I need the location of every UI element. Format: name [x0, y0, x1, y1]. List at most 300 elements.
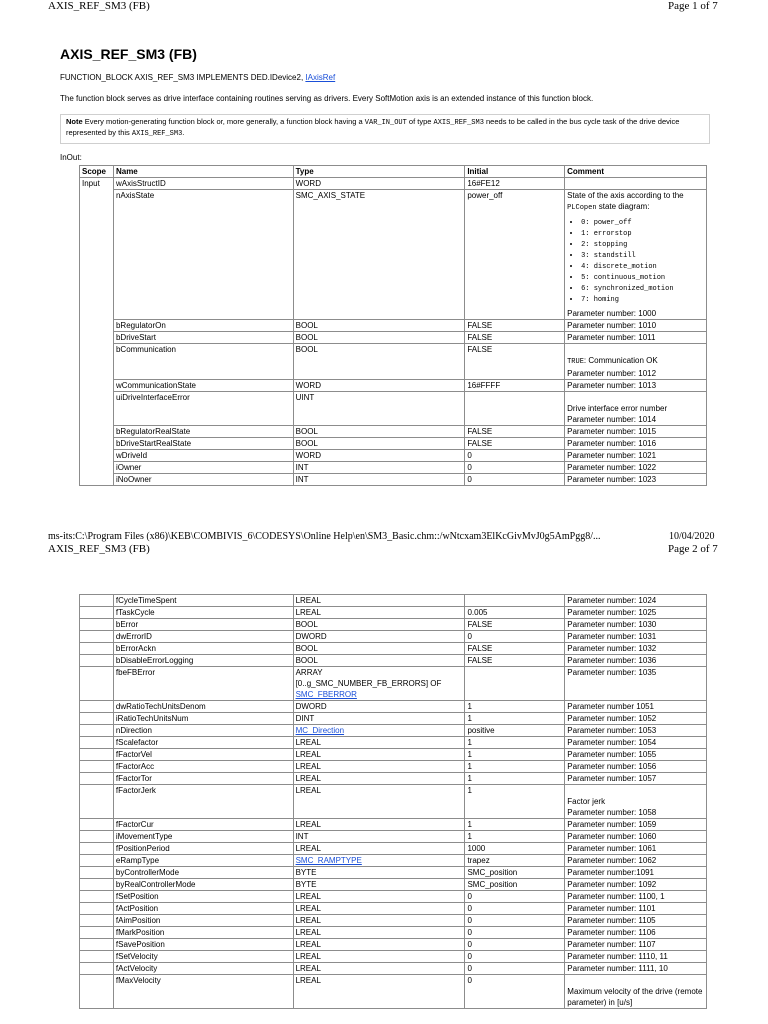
scope-cell [80, 619, 114, 631]
comment-cell [565, 927, 707, 939]
table-row [80, 891, 707, 903]
type-cell: LREAL [293, 975, 465, 1009]
type-cell [293, 667, 465, 701]
parameter-number: Parameter number: 1052 [567, 714, 657, 723]
table-row [80, 178, 707, 190]
type-cell: BYTE [293, 879, 465, 891]
table-row [80, 903, 707, 915]
initial-cell: positive [465, 725, 565, 737]
type-cell: BOOL [293, 619, 465, 631]
comment-cell [565, 963, 707, 975]
parameter-number: Parameter number: 1107 [567, 940, 656, 949]
state-item [581, 250, 704, 261]
scope-cell [80, 819, 114, 831]
type-cell: BOOL [293, 438, 465, 450]
name-cell: iMovementType [113, 831, 293, 843]
scope-cell [80, 737, 114, 749]
name-cell: dwErrorID [113, 631, 293, 643]
parameter-number: Parameter number: 1012 [567, 369, 657, 378]
comment-cell [565, 761, 707, 773]
table-row [80, 749, 707, 761]
type-cell: DWORD [293, 631, 465, 643]
type-cell: LREAL [293, 761, 465, 773]
initial-cell: 1 [465, 785, 565, 819]
comment-cell [565, 867, 707, 879]
initial-cell [465, 392, 565, 426]
name-cell: fMaxVelocity [113, 975, 293, 1009]
comment-cell [565, 713, 707, 725]
parameter-number: Parameter number: 1025 [567, 608, 657, 617]
table-row [80, 713, 707, 725]
type-cell: LREAL [293, 843, 465, 855]
note-box [60, 114, 710, 144]
state-list [567, 217, 704, 305]
table-row [80, 667, 707, 701]
comment-cell [565, 879, 707, 891]
type-cell: INT [293, 474, 465, 486]
parameter-number: Parameter number: 1015 [567, 427, 657, 436]
table-row [80, 701, 707, 713]
type-cell: LREAL [293, 773, 465, 785]
name-cell: bCommunication [113, 344, 293, 380]
state-item [581, 217, 704, 228]
type-cell: LREAL [293, 951, 465, 963]
state-value: 3: standstill [581, 252, 636, 260]
table-row [80, 607, 707, 619]
description: The function block serves as drive interface containing routines serving as drivers. Every SoftMotion axis is an extended instance of this function block. [60, 94, 594, 103]
comment-cell [565, 737, 707, 749]
parameter-number: Parameter number: 1111, 10 [567, 964, 668, 973]
initial-cell: 1 [465, 749, 565, 761]
initial-cell: FALSE [465, 438, 565, 450]
name-cell: byControllerMode [113, 867, 293, 879]
type-cell: LREAL [293, 903, 465, 915]
comment-suffix: state diagram: [596, 202, 650, 211]
name-cell: fTaskCycle [113, 607, 293, 619]
table-row [80, 963, 707, 975]
scope-cell [80, 927, 114, 939]
initial-cell: 0 [465, 450, 565, 462]
parameter-number: Parameter number: 1010 [567, 321, 657, 330]
scope-cell [80, 655, 114, 667]
comment-text [567, 355, 704, 368]
comment-cell [565, 855, 707, 867]
type-cell: LREAL [293, 749, 465, 761]
comment-cell [565, 975, 707, 1009]
comment-cell [565, 595, 707, 607]
inout-label: InOut: [60, 153, 82, 162]
column-header: Comment [565, 166, 707, 178]
initial-cell: 0 [465, 474, 565, 486]
name-cell: wDriveId [113, 450, 293, 462]
type-cell [293, 855, 465, 867]
note-label: Note [66, 117, 83, 126]
type-cell: BOOL [293, 320, 465, 332]
scope-cell [80, 975, 114, 1009]
state-value: 4: discrete_motion [581, 263, 657, 271]
parameter-number: Parameter number: 1016 [567, 439, 657, 448]
type-cell: BOOL [293, 426, 465, 438]
parameter-number: Parameter number: 1060 [567, 832, 657, 841]
type-cell: INT [293, 831, 465, 843]
initial-cell: 0 [465, 927, 565, 939]
state-item [581, 228, 704, 239]
table-row [80, 655, 707, 667]
column-header: Initial [465, 166, 565, 178]
table-row [80, 843, 707, 855]
type-cell: LREAL [293, 737, 465, 749]
name-cell: nDirection [113, 725, 293, 737]
comment-cell [565, 462, 707, 474]
parameter-number: Parameter number: 1057 [567, 774, 657, 783]
parameter-number: Parameter number: 1056 [567, 762, 657, 771]
name-cell: fbeFBError [113, 667, 293, 701]
name-cell: fActVelocity [113, 963, 293, 975]
scope-cell [80, 855, 114, 867]
initial-cell: 0 [465, 951, 565, 963]
initial-cell: 1 [465, 819, 565, 831]
comment-prefix: State of the axis according to the [567, 191, 684, 200]
type-cell: BYTE [293, 867, 465, 879]
scope-cell [80, 607, 114, 619]
initial-cell: 1 [465, 737, 565, 749]
initial-cell: 0 [465, 903, 565, 915]
type-cell: SMC_AXIS_STATE [293, 190, 465, 320]
table-row [80, 939, 707, 951]
name-cell: fAimPosition [113, 915, 293, 927]
inout-table-continued [79, 594, 707, 1009]
scope-cell [80, 773, 114, 785]
page-title: AXIS_REF_SM3 (FB) [60, 46, 197, 62]
state-item [581, 239, 704, 250]
state-item [581, 261, 704, 272]
type-cell: DWORD [293, 701, 465, 713]
initial-cell: FALSE [465, 655, 565, 667]
comment-cell [565, 667, 707, 701]
comment-text [567, 796, 704, 807]
parameter-number: Parameter number: 1055 [567, 750, 657, 759]
scope-cell [80, 701, 114, 713]
table-row [80, 761, 707, 773]
initial-cell: 1 [465, 701, 565, 713]
state-item [581, 272, 704, 283]
initial-cell: 16#FFFF [465, 380, 565, 392]
type-link[interactable]: SMC_FBERROR [295, 690, 357, 699]
parameter-number: Parameter number: 1061 [567, 844, 657, 853]
initial-cell: 0 [465, 462, 565, 474]
parameter-number: Parameter number: 1101 [567, 904, 656, 913]
parameter-number: Parameter number: 1011 [567, 333, 656, 342]
initial-cell: 1 [465, 831, 565, 843]
initial-cell [465, 667, 565, 701]
name-cell: bRegulatorRealState [113, 426, 293, 438]
parameter-number: Parameter number: 1030 [567, 620, 657, 629]
type-cell: LREAL [293, 785, 465, 819]
name-cell: fSetVelocity [113, 951, 293, 963]
table-row [80, 450, 707, 462]
name-cell: byRealControllerMode [113, 879, 293, 891]
type-cell: INT [293, 462, 465, 474]
parameter-number: Parameter number: 1013 [567, 381, 657, 390]
scope-cell [80, 667, 114, 701]
name-cell: fSetPosition [113, 891, 293, 903]
scope-cell [80, 761, 114, 773]
parameter-number: Parameter number: 1031 [567, 632, 657, 641]
type-cell: LREAL [293, 891, 465, 903]
state-value: 2: stopping [581, 241, 628, 249]
type-cell: LREAL [293, 939, 465, 951]
parameter-number: Parameter number: 1036 [567, 656, 657, 665]
initial-cell: SMC_position [465, 867, 565, 879]
comment-cell [565, 178, 707, 190]
comment-cell [565, 332, 707, 344]
iaxisref-link[interactable]: IAxisRef [305, 73, 336, 82]
comment-code: PLCopen [567, 204, 597, 212]
scope-cell [80, 903, 114, 915]
table-row [80, 595, 707, 607]
initial-cell: 0 [465, 631, 565, 643]
name-cell: bErrorAckn [113, 643, 293, 655]
scope-cell [80, 879, 114, 891]
comment-text [567, 190, 704, 214]
type-cell: LREAL [293, 595, 465, 607]
comment-cell [565, 655, 707, 667]
initial-cell: 0 [465, 975, 565, 1009]
scope-cell: Input [80, 178, 114, 486]
scope-cell [80, 631, 114, 643]
initial-cell: FALSE [465, 320, 565, 332]
comment-cell [565, 701, 707, 713]
parameter-number: Parameter number: 1032 [567, 644, 657, 653]
initial-cell: 1 [465, 761, 565, 773]
initial-cell: 0.005 [465, 607, 565, 619]
type-cell: BOOL [293, 655, 465, 667]
footer-path: ms-its:C:\Program Files (x86)\KEB\COMBIVIS_6\CODESYS\Online Help\en\SM3_Basic.chm::/wNtcxam3ElKcGivMvJ0g5AmPgg8/... [48, 531, 601, 542]
name-cell: fSavePosition [113, 939, 293, 951]
initial-cell: 0 [465, 963, 565, 975]
parameter-number: Parameter number: 1024 [567, 596, 657, 605]
scope-cell [80, 867, 114, 879]
note-code: AXIS_REF_SM3 [131, 130, 183, 138]
table-row [80, 855, 707, 867]
comment-cell [565, 843, 707, 855]
parameter-number: Parameter number: 1000 [567, 309, 657, 318]
comment-cell [565, 939, 707, 951]
state-value: 7: homing [581, 296, 619, 304]
comment-cell [565, 474, 707, 486]
type-link[interactable]: MC_Direction [295, 726, 345, 735]
comment-cell [565, 903, 707, 915]
initial-cell: FALSE [465, 643, 565, 655]
comment-cell [565, 725, 707, 737]
scope-cell [80, 643, 114, 655]
name-cell: fCycleTimeSpent [113, 595, 293, 607]
comment-cell [565, 380, 707, 392]
table-row [80, 320, 707, 332]
scope-cell [80, 951, 114, 963]
table-row [80, 332, 707, 344]
note-text: . [182, 128, 185, 137]
comment-prefix: Maximum velocity of the drive (remote parameter) in [u/s] [567, 987, 703, 1007]
scope-cell [80, 785, 114, 819]
type-cell: WORD [293, 178, 465, 190]
declaration-text: FUNCTION_BLOCK AXIS_REF_SM3 IMPLEMENTS DED.IDevice2, [60, 73, 306, 82]
name-cell: fFactorVel [113, 749, 293, 761]
comment-cell [565, 426, 707, 438]
table-row [80, 462, 707, 474]
comment-text [567, 986, 704, 1008]
initial-cell: 1000 [465, 843, 565, 855]
name-cell: wAxisStructID [113, 178, 293, 190]
parameter-number: Parameter number 1051 [567, 702, 654, 711]
type-cell: LREAL [293, 915, 465, 927]
table-row [80, 819, 707, 831]
comment-cell [565, 631, 707, 643]
name-cell: bDriveStartRealState [113, 438, 293, 450]
scope-cell [80, 713, 114, 725]
initial-cell: FALSE [465, 426, 565, 438]
name-cell: fFactorAcc [113, 761, 293, 773]
parameter-number: Parameter number: 1062 [567, 856, 657, 865]
name-cell: iRatioTechUnitsNum [113, 713, 293, 725]
type-link[interactable]: SMC_RAMPTYPE [295, 856, 362, 865]
parameter-number: Parameter number: 1059 [567, 820, 657, 829]
comment-cell [565, 607, 707, 619]
state-value: 0: power_off [581, 219, 632, 227]
page-header-title: AXIS_REF_SM3 (FB) [48, 543, 150, 555]
table-row [80, 785, 707, 819]
comment-suffix: : Communication OK [583, 356, 658, 365]
comment-cell [565, 951, 707, 963]
parameter-number: Parameter number: 1105 [567, 916, 656, 925]
table-row [80, 643, 707, 655]
table-row [80, 927, 707, 939]
initial-cell: 0 [465, 915, 565, 927]
type-cell: WORD [293, 380, 465, 392]
scope-cell [80, 831, 114, 843]
comment-code: TRUE [567, 358, 584, 366]
state-value: 1: errorstop [581, 230, 632, 238]
scope-cell [80, 939, 114, 951]
table-row [80, 831, 707, 843]
name-cell: fActPosition [113, 903, 293, 915]
note-text: Every motion-generating function block or, more generally, a function block having a [84, 117, 365, 126]
table-row [80, 344, 707, 380]
scope-cell [80, 915, 114, 927]
type-line: [0..g_SMC_NUMBER_FB_ERRORS] OF [295, 679, 442, 688]
declaration [60, 73, 335, 82]
type-cell: LREAL [293, 819, 465, 831]
table-row [80, 879, 707, 891]
name-cell: fFactorCur [113, 819, 293, 831]
initial-cell: power_off [465, 190, 565, 320]
initial-cell: 0 [465, 891, 565, 903]
parameter-number: Parameter number: 1014 [567, 415, 657, 424]
name-cell: uiDriveInterfaceError [113, 392, 293, 426]
name-cell: iOwner [113, 462, 293, 474]
comment-cell [565, 749, 707, 761]
table-row [80, 619, 707, 631]
table-row [80, 951, 707, 963]
comment-cell [565, 190, 707, 320]
type-cell: LREAL [293, 927, 465, 939]
scope-cell [80, 963, 114, 975]
initial-cell: trapez [465, 855, 565, 867]
initial-cell [465, 595, 565, 607]
parameter-number: Parameter number: 1022 [567, 463, 657, 472]
name-cell: fScalefactor [113, 737, 293, 749]
parameter-number: Parameter number: 1110, 11 [567, 952, 668, 961]
parameter-number: Parameter number: 1058 [567, 808, 657, 817]
table-row [80, 773, 707, 785]
comment-prefix: Factor jerk [567, 797, 606, 806]
name-cell: eRampType [113, 855, 293, 867]
note-code: AXIS_REF_SM3 [433, 119, 484, 127]
name-cell: fFactorJerk [113, 785, 293, 819]
note-code: VAR_IN_OUT [364, 119, 407, 127]
comment-cell [565, 344, 707, 380]
parameter-number: Parameter number:1091 [567, 868, 654, 877]
note-text: of type [406, 117, 434, 126]
comment-cell [565, 773, 707, 785]
name-cell: fFactorTor [113, 773, 293, 785]
initial-cell: FALSE [465, 619, 565, 631]
table-row [80, 915, 707, 927]
table-row [80, 867, 707, 879]
table-row [80, 474, 707, 486]
parameter-number: Parameter number: 1053 [567, 726, 657, 735]
table-row [80, 392, 707, 426]
comment-cell [565, 320, 707, 332]
table-row [80, 380, 707, 392]
type-cell [293, 725, 465, 737]
name-cell: wCommunicationState [113, 380, 293, 392]
name-cell: iNoOwner [113, 474, 293, 486]
comment-cell [565, 619, 707, 631]
initial-cell: FALSE [465, 344, 565, 380]
scope-cell [80, 891, 114, 903]
parameter-number: Parameter number: 1092 [567, 880, 657, 889]
type-cell: LREAL [293, 963, 465, 975]
initial-cell: FALSE [465, 332, 565, 344]
initial-cell: SMC_position [465, 879, 565, 891]
state-value: 6: synchronized_motion [581, 285, 674, 293]
name-cell: bDisableErrorLogging [113, 655, 293, 667]
table-row [80, 426, 707, 438]
table-row [80, 725, 707, 737]
comment-prefix: Drive interface error number [567, 404, 668, 413]
initial-cell: 0 [465, 939, 565, 951]
page-number: Page 1 of 7 [668, 0, 718, 12]
comment-cell [565, 891, 707, 903]
name-cell: bError [113, 619, 293, 631]
name-cell: dwRatioTechUnitsDenom [113, 701, 293, 713]
state-value: 5: continuous_motion [581, 274, 666, 282]
column-header: Type [293, 166, 465, 178]
type-cell: LREAL [293, 607, 465, 619]
comment-cell [565, 450, 707, 462]
comment-cell [565, 438, 707, 450]
parameter-number: Parameter number: 1023 [567, 475, 657, 484]
initial-cell: 1 [465, 713, 565, 725]
table-row [80, 438, 707, 450]
comment-cell [565, 831, 707, 843]
name-cell: fMarkPosition [113, 927, 293, 939]
parameter-number: Parameter number: 1035 [567, 668, 657, 677]
initial-cell: 16#FE12 [465, 178, 565, 190]
scope-cell [80, 843, 114, 855]
scope-cell [80, 595, 114, 607]
